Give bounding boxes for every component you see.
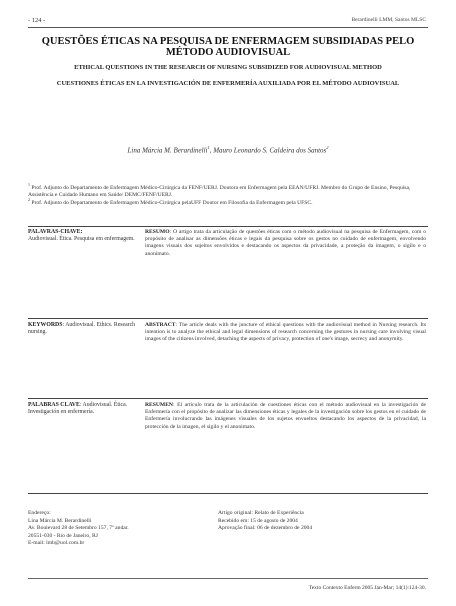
title-english: ETHICAL QUESTIONS IN THE RESEARCH OF NURSING SUBSIDIZED FOR AUDIOVISUAL METHOD [74, 64, 382, 71]
keywords-en [28, 322, 136, 336]
correspondence-address [28, 510, 129, 548]
approval-date: Aprovação final: 06 de dezembro de 2004 [218, 525, 313, 532]
address-line: Av. Boulevard 28 de Setembro 157, 7º andar. [28, 525, 129, 532]
section-divider [28, 318, 428, 319]
footer-divider [28, 578, 428, 579]
title-portuguese: QUESTÕES ÉTICAS NA PESQUISA DE ENFERMAGEM SUBSIDIADAS PELO MÉTODO AUDIOVISUAL [41, 36, 415, 58]
author-2: Mauro Leonardo S. Caldeira dos Santos [213, 146, 327, 155]
affiliation-1-sup: 1 [28, 182, 30, 187]
author-1-sup: 1 [207, 145, 210, 150]
affiliation-2-text: Prof. Adjunto do Departamento de Enfermagem Médico-Cirúrgica pelaUFF Doutor em Filosofia da Enfermagem pela UFSC. [31, 199, 313, 206]
journal-citation: Texto Contexto Enferm 2005 Jan-Mar; 14(1):124-30. [308, 585, 426, 591]
author-separator: , [209, 146, 214, 155]
affiliation-2 [28, 196, 426, 207]
abstract-en-label: ABSTRACT [145, 322, 176, 328]
address-line: Lina Márcia M. Berardinelli [28, 517, 92, 524]
section-divider [28, 493, 428, 494]
keywords-es [28, 402, 136, 416]
abstract-pt [145, 229, 426, 258]
affiliation-2-sup: 2 [28, 197, 30, 202]
header-divider [28, 27, 428, 28]
abstract-en [145, 322, 426, 344]
keywords-es-text: : Audiovisual. Ética. Investigación en enfermería. [28, 402, 128, 415]
address-line: Endereço: [28, 510, 51, 516]
abstract-pt-label: RESUMO [145, 229, 170, 235]
affiliation-1-text: Prof. Adjunto do Departamento de Enfermagem Médico-Cirúrgica da FENF/UERJ. Doutora em Enfermagem pela EEAN/UFRJ. Membro do Grupo de Ensino, Pesquisa, Assistência e Cuidado Humano em Saúde/ DEMC/FENF/UERJ. [28, 184, 411, 199]
abstract-es-label: RESUMEN [145, 402, 173, 408]
article-info [218, 510, 312, 533]
author-1: Lina Márcia M. Berardinelli [127, 146, 208, 155]
keywords-pt-text: Audiovisual. Ética. Pesquisa em enfermagem. [28, 236, 135, 242]
page-number: - 124 - [28, 17, 46, 24]
keywords-en-text: : Audiovisual. Ethics. Research nursing. [28, 322, 136, 335]
abstract-es-text: : El artículo trata de la articulación de cuestiones éticas con el método audiovisual en la investigación de Enfermería con el propósito de analizar las dimensiones éticas y legales de la investigación sobre los gestos en el cuidado de Enfermería involucrando las imágenes visuales de los sujetos envueltos destacando los aspectos de la privacidad, la protección de la imagen, el sigilo y el anonimato. [145, 402, 426, 430]
address-line: 20551-030 - Rio de Janeiro, RJ [28, 532, 98, 539]
running-head: Berardinelli LMM, Santos MLSC [351, 17, 426, 23]
section-divider [28, 398, 428, 399]
article-type: Artigo original: Relato de Experiência [218, 510, 304, 516]
keywords-pt [28, 229, 136, 243]
section-divider [28, 226, 428, 227]
abstract-en-text: : The article deals with the juncture of ethical questions with the audiovisual method in Nursing research. Its intention is to analyze the ethical and legal dimensions of research concerning the gestures in nursing care involving visual images of the citizens involved, detaching the aspects of privacy, protection of one's image, secrecy and anonymity. [145, 322, 426, 343]
email-line: E-mail: lmb@uol.com.br [28, 540, 85, 547]
keywords-es-label: PALABRAS CLAVE [28, 402, 80, 408]
keywords-en-label: KEYWORDS [28, 322, 63, 328]
keywords-pt-label: PALAVRAS-CHAVE: [28, 229, 83, 235]
author-2-sup: 2 [326, 145, 329, 150]
received-date: Recebido em: 15 de agosto de 2004 [218, 517, 298, 524]
author-line [30, 145, 426, 154]
title-spanish: CUESTIONES ÉTICAS EN LA INVESTIGACIÓN DE ENFERMERÍA AUXILIADA POR EL MÉTODO AUDIOVISUAL [56, 80, 400, 87]
abstract-pt-text: : O artigo trata da articulação de questões éticas com o método audiovisual na pesquisa de Enfermagem, com o propósito de analisar as dimensões éticas e legais da pesquisa sobre os gestos no cuidado de enfermagem, envolvendo imagens visuais dos sujeitos envolvidos e destacando os aspectos da privacidade, a proteção da imagem, o sigilo e o anonimato. [145, 229, 426, 257]
abstract-es [145, 402, 426, 431]
